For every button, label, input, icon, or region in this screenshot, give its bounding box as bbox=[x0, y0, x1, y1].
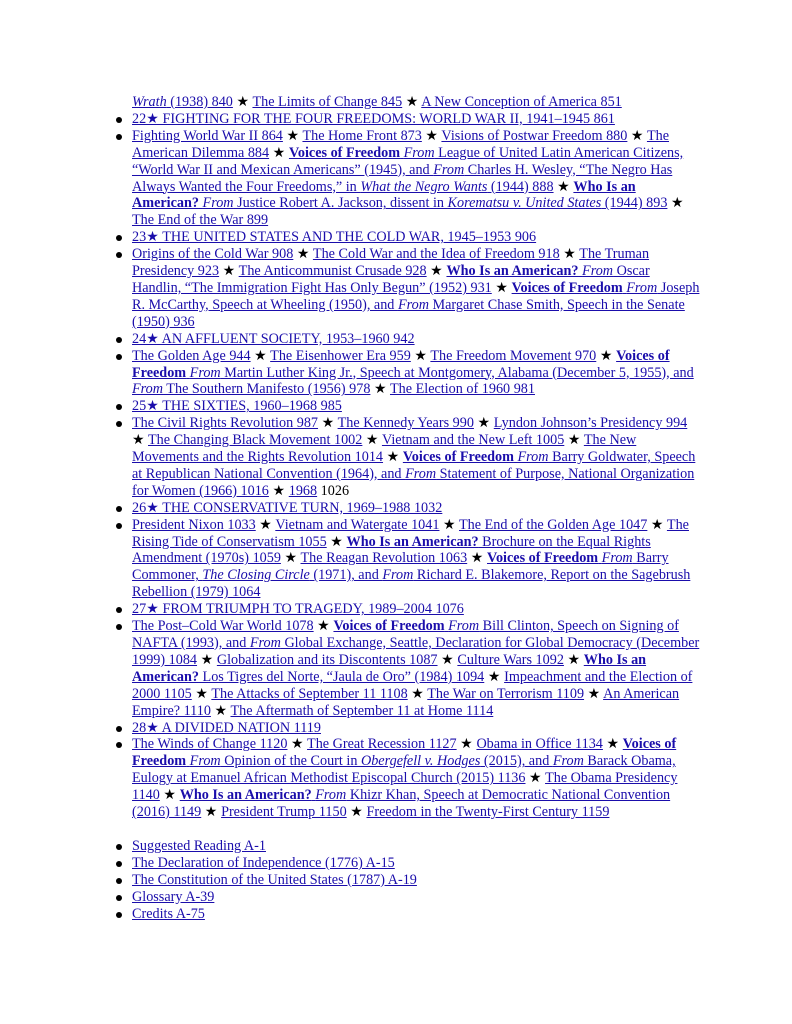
toc-link[interactable]: Statement of Purpose, National Organization for Women (1966) 1016 bbox=[132, 465, 695, 499]
toc-link[interactable]: Who Is an American? bbox=[132, 651, 647, 685]
toc-link[interactable]: From bbox=[433, 161, 465, 178]
star-separator: ★ bbox=[250, 347, 271, 364]
toc-link[interactable]: The Freedom Movement 970 bbox=[430, 347, 597, 364]
chapter-link[interactable]: 26★ THE CONSERVATIVE TURN, 1969–1988 1032 bbox=[132, 499, 443, 516]
toc-link[interactable]: Justice Robert A. Jackson, dissent in bbox=[233, 195, 448, 212]
toc-link[interactable]: From bbox=[202, 195, 234, 212]
toc-link[interactable]: From bbox=[382, 567, 414, 584]
toc-link[interactable]: From bbox=[448, 618, 480, 635]
star-separator: ★ bbox=[280, 550, 301, 567]
star-separator: ★ bbox=[255, 516, 276, 533]
toc-link[interactable]: Brochure on the Equal Rights Amendment (1970s) 1059 bbox=[132, 533, 651, 567]
toc-link[interactable]: The Eisenhower Era 959 bbox=[270, 347, 411, 364]
toc-link[interactable]: League of United Latin American Citizens, “World War II and Mexican Americans” (1945), and bbox=[132, 144, 684, 178]
star-separator: ★ bbox=[210, 702, 231, 719]
toc-link[interactable]: Korematsu v. United States bbox=[447, 195, 602, 212]
toc-link[interactable]: From bbox=[189, 364, 221, 381]
chapter-sections-item bbox=[112, 517, 700, 602]
toc-link[interactable]: From bbox=[189, 753, 221, 770]
toc-link[interactable]: The Winds of Change 1120 bbox=[132, 736, 288, 753]
toc-link[interactable]: (1944) 893 bbox=[601, 195, 668, 212]
chapter-link[interactable]: 22★ FIGHTING FOR THE FOUR FREEDOMS: WORLD WAR II, 1941–1945 861 bbox=[132, 110, 615, 127]
star-separator: ★ bbox=[269, 144, 289, 161]
toc-link[interactable]: From bbox=[517, 449, 549, 466]
star-separator: ★ bbox=[473, 415, 494, 432]
toc-link[interactable]: The Anticommunist Crusade 928 bbox=[238, 263, 427, 280]
chapter-heading-item bbox=[112, 398, 700, 415]
toc-link[interactable]: (1944) 888 bbox=[487, 178, 554, 195]
toc-link[interactable]: A New Conception of America 851 bbox=[421, 94, 622, 110]
toc-link[interactable]: The End of the Golden Age 1047 bbox=[459, 516, 648, 533]
toc-link[interactable]: Who Is an American? bbox=[132, 178, 636, 212]
toc-link[interactable]: Charles H. Wesley, “The Negro Has Always Wanted the Four Freedoms,” in bbox=[132, 161, 673, 195]
toc-link[interactable]: The Cold War and the Idea of Freedom 918 bbox=[312, 246, 560, 263]
star-separator: ★ bbox=[132, 432, 149, 449]
toc-link[interactable]: Voices of Freedom bbox=[132, 736, 677, 770]
star-separator: ★ bbox=[647, 516, 667, 533]
toc-link[interactable]: Barack Obama, Eulogy at Emanuel African Methodist Episcopal Church (2015) 1136 bbox=[132, 753, 676, 787]
star-separator: ★ bbox=[282, 127, 303, 144]
toc-link[interactable]: The Truman Presidency 923 bbox=[132, 246, 650, 280]
toc-link[interactable]: An American Empire? 1110 bbox=[132, 685, 680, 719]
toc-link[interactable]: Los Tigres del Norte, “Jaula de Oro” (1984) 1094 bbox=[198, 668, 485, 685]
star-separator: ★ bbox=[407, 685, 428, 702]
star-separator: ★ bbox=[318, 415, 338, 432]
star-separator: ★ bbox=[191, 685, 212, 702]
star-separator: ★ bbox=[232, 94, 253, 110]
toc-link[interactable]: Culture Wars 1092 bbox=[457, 651, 564, 668]
chapter-list bbox=[112, 111, 700, 821]
toc-link[interactable]: The Reagan Revolution 1063 bbox=[300, 550, 468, 567]
toc-link[interactable]: From bbox=[249, 635, 281, 651]
back-matter-link[interactable]: Credits A-75 bbox=[132, 905, 205, 922]
toc-link[interactable]: (2015), and bbox=[480, 753, 553, 770]
toc-link[interactable]: Vietnam and the New Left 1005 bbox=[381, 432, 565, 449]
star-separator: ★ bbox=[362, 432, 382, 449]
toc-link[interactable]: Oscar Handlin, “The Immigration Fight Has Only Begun” (1952) 931 bbox=[132, 263, 650, 296]
toc-link[interactable]: Obergefell v. Hodges bbox=[360, 753, 481, 770]
back-matter-link[interactable]: Suggested Reading A-1 bbox=[132, 837, 266, 854]
toc-link[interactable]: The Closing Circle bbox=[202, 567, 310, 584]
toc-link[interactable]: President Trump 1150 bbox=[221, 804, 347, 821]
toc-link[interactable]: Joseph R. McCarthy, Speech at Wheeling (1950), and bbox=[132, 279, 700, 313]
toc-link[interactable]: From bbox=[601, 550, 633, 567]
toc-link[interactable]: The Attacks of September 11 1108 bbox=[211, 685, 408, 702]
star-separator: ★ bbox=[525, 770, 546, 787]
toc-link[interactable]: The Aftermath of September 11 at Home 1114 bbox=[230, 702, 494, 719]
chapter-heading-item bbox=[112, 229, 700, 246]
toc-link[interactable]: President Nixon 1033 bbox=[132, 516, 256, 533]
star-separator: ★ bbox=[584, 685, 604, 702]
toc-link[interactable]: Voices of Freedom bbox=[487, 550, 599, 567]
star-separator: ★ bbox=[596, 347, 617, 364]
toc-link[interactable]: (1971), and bbox=[309, 567, 383, 584]
toc-link[interactable]: The Home Front 873 bbox=[302, 127, 422, 144]
toc-link[interactable]: Barry Commoner, bbox=[132, 550, 669, 584]
star-separator: ★ bbox=[553, 178, 574, 195]
star-separator: ★ bbox=[559, 246, 580, 263]
star-separator: ★ bbox=[421, 127, 442, 144]
toc-link[interactable]: From bbox=[582, 263, 614, 280]
toc-link[interactable]: Visions of Postwar Freedom 880 bbox=[441, 127, 628, 144]
toc-link[interactable]: 1968 bbox=[288, 482, 318, 499]
toc-link[interactable]: Wrath bbox=[132, 94, 167, 110]
toc-link[interactable]: The Election of 1960 981 bbox=[389, 381, 535, 398]
list-gap bbox=[112, 821, 700, 838]
star-separator: ★ bbox=[437, 651, 458, 668]
back-matter-link[interactable]: The Constitution of the United States (1787) A-19 bbox=[132, 871, 417, 888]
star-separator: ★ bbox=[564, 432, 584, 449]
star-separator: ★ bbox=[383, 449, 403, 466]
back-matter-list bbox=[112, 838, 700, 923]
toc-link[interactable]: Richard E. Blakemore, Report on the Sagebrush Rebellion (1979) 1064 bbox=[132, 567, 691, 601]
back-matter-link[interactable]: Glossary A-39 bbox=[132, 888, 215, 905]
chapter-link[interactable]: 25★ THE SIXTIES, 1960–1968 985 bbox=[132, 398, 342, 415]
star-separator: ★ bbox=[467, 550, 488, 567]
back-matter-item bbox=[112, 838, 700, 855]
star-separator: ★ bbox=[402, 94, 422, 110]
toc-link[interactable]: Voices of Freedom bbox=[132, 347, 670, 381]
toc-link[interactable]: Global Exchange, Seattle, Declaration for Global Democracy (December 1999) 1084 bbox=[132, 635, 700, 668]
star-separator: ★ bbox=[456, 736, 477, 753]
toc-link[interactable]: Barry Goldwater, Speech at Republican National Convention (1964), and bbox=[132, 449, 696, 482]
star-separator: ★ bbox=[426, 263, 447, 280]
toc-link[interactable]: The End of the War 899 bbox=[132, 212, 269, 229]
chapter-sections-item bbox=[112, 128, 700, 229]
star-separator: ★ bbox=[667, 195, 684, 212]
toc-link[interactable]: Voices of Freedom bbox=[511, 279, 623, 296]
toc-link[interactable]: From bbox=[403, 144, 435, 161]
chapter-sections-item bbox=[112, 246, 700, 331]
toc-link[interactable]: Globalization and its Discontents 1087 bbox=[216, 651, 438, 668]
star-separator: ★ bbox=[439, 516, 460, 533]
star-separator: ★ bbox=[491, 279, 512, 296]
star-separator: ★ bbox=[219, 263, 239, 280]
star-separator: ★ bbox=[346, 804, 367, 821]
toc-link[interactable]: The Post–Cold War World 1078 bbox=[132, 618, 314, 635]
page-number-text: 1026 bbox=[317, 482, 350, 499]
toc-link[interactable]: The Southern Manifesto (1956) 978 bbox=[163, 381, 371, 398]
toc-link[interactable]: From bbox=[132, 381, 164, 398]
star-separator: ★ bbox=[484, 668, 505, 685]
toc-link[interactable]: From bbox=[405, 465, 437, 482]
star-separator: ★ bbox=[602, 736, 623, 753]
star-separator: ★ bbox=[293, 246, 313, 263]
star-separator: ★ bbox=[268, 482, 289, 499]
chapter-heading-item bbox=[112, 331, 700, 348]
chapter-heading-item bbox=[112, 720, 700, 737]
chapter-heading-item bbox=[112, 111, 700, 128]
toc-link[interactable]: The New Movements and the Rights Revolution 1014 bbox=[132, 432, 637, 466]
toc-link[interactable]: Voices of Freedom bbox=[402, 449, 514, 466]
chapter-heading-item bbox=[112, 500, 700, 517]
chapter-sections-item bbox=[112, 618, 700, 719]
chapter-sections-item bbox=[112, 736, 700, 821]
toc-link[interactable]: Bill Clinton, Speech on Signing of NAFTA (1993), and bbox=[132, 618, 679, 651]
star-separator: ★ bbox=[287, 736, 308, 753]
back-matter-item bbox=[112, 906, 700, 923]
chapter-sections-item bbox=[112, 415, 700, 500]
toc-link[interactable]: Freedom in the Twenty-First Century 1159 bbox=[366, 804, 610, 821]
toc-link[interactable]: The American Dilemma 884 bbox=[132, 127, 669, 161]
toc-link[interactable]: Voices of Freedom bbox=[288, 144, 401, 161]
toc-link[interactable]: Who Is an American? bbox=[346, 533, 479, 550]
toc-link[interactable]: What the Negro Wants bbox=[360, 178, 488, 195]
toc-link[interactable]: Voices of Freedom bbox=[333, 618, 445, 635]
toc-link[interactable]: (1938) 840 bbox=[166, 94, 233, 110]
toc-link[interactable]: Opinion of the Court in bbox=[220, 753, 361, 770]
toc-link[interactable]: Khizr Khan, Speech at Democratic National Convention (2016) 1149 bbox=[132, 787, 671, 821]
star-separator: ★ bbox=[627, 127, 647, 144]
toc-link[interactable]: The Kennedy Years 990 bbox=[337, 415, 474, 432]
toc-link[interactable]: The Limits of Change 845 bbox=[252, 94, 403, 110]
chapter-heading-item bbox=[112, 601, 700, 618]
toc-link[interactable]: Who Is an American? bbox=[446, 263, 579, 280]
toc-link[interactable]: From bbox=[397, 296, 429, 313]
chapter-link[interactable]: 28★ A DIVIDED NATION 1119 bbox=[132, 719, 321, 736]
toc-continuation-line bbox=[112, 94, 700, 111]
toc-link[interactable]: The Obama Presidency 1140 bbox=[132, 770, 678, 804]
toc-link[interactable]: Fighting World War II 864 bbox=[132, 127, 283, 144]
toc-link[interactable]: Lyndon Johnson’s Presidency 994 bbox=[493, 415, 688, 432]
star-separator: ★ bbox=[410, 347, 431, 364]
star-separator: ★ bbox=[370, 381, 390, 398]
toc-link[interactable]: The Great Recession 1127 bbox=[307, 736, 457, 753]
toc-link[interactable]: From bbox=[626, 279, 658, 296]
toc-link[interactable]: From bbox=[552, 753, 584, 770]
chapter-link[interactable]: 23★ THE UNITED STATES AND THE COLD WAR, 1945–1953 906 bbox=[132, 229, 537, 246]
toc-link[interactable]: Who Is an American? bbox=[179, 787, 312, 804]
toc-link[interactable]: The Golden Age 944 bbox=[132, 347, 251, 364]
toc-link[interactable]: From bbox=[315, 787, 347, 804]
toc-link[interactable]: Margaret Chase Smith, Speech in the Senate (1950) 936 bbox=[132, 296, 685, 330]
table-of-contents bbox=[112, 94, 700, 923]
toc-link[interactable]: The Rising Tide of Conservatism 1055 bbox=[132, 516, 689, 550]
star-separator: ★ bbox=[159, 787, 180, 804]
star-separator: ★ bbox=[201, 804, 222, 821]
toc-link[interactable]: The Civil Rights Revolution 987 bbox=[132, 415, 319, 432]
star-separator: ★ bbox=[563, 651, 584, 668]
back-matter-item bbox=[112, 855, 700, 872]
star-separator: ★ bbox=[197, 651, 217, 668]
chapter-link[interactable]: 24★ AN AFFLUENT SOCIETY, 1953–1960 942 bbox=[132, 330, 415, 347]
star-separator: ★ bbox=[313, 618, 334, 635]
back-matter-item bbox=[112, 889, 700, 906]
star-separator: ★ bbox=[326, 533, 347, 550]
back-matter-link[interactable]: The Declaration of Independence (1776) A-15 bbox=[132, 854, 395, 871]
back-matter-item bbox=[112, 872, 700, 889]
chapter-sections-item bbox=[112, 348, 700, 399]
toc-link[interactable]: Impeachment and the Election of 2000 1105 bbox=[132, 668, 693, 702]
toc-link[interactable]: Martin Luther King Jr., Speech at Montgomery, Alabama (December 5, 1955), and bbox=[220, 364, 694, 381]
toc-link[interactable]: Vietnam and Watergate 1041 bbox=[275, 516, 440, 533]
toc-link[interactable]: The War on Terrorism 1109 bbox=[427, 685, 585, 702]
toc-link[interactable]: The Changing Black Movement 1002 bbox=[148, 432, 363, 449]
toc-link[interactable]: Origins of the Cold War 908 bbox=[132, 246, 294, 263]
chapter-link[interactable]: 27★ FROM TRIUMPH TO TRAGEDY, 1989–2004 1076 bbox=[132, 601, 464, 618]
toc-link[interactable]: Obama in Office 1134 bbox=[476, 736, 603, 753]
